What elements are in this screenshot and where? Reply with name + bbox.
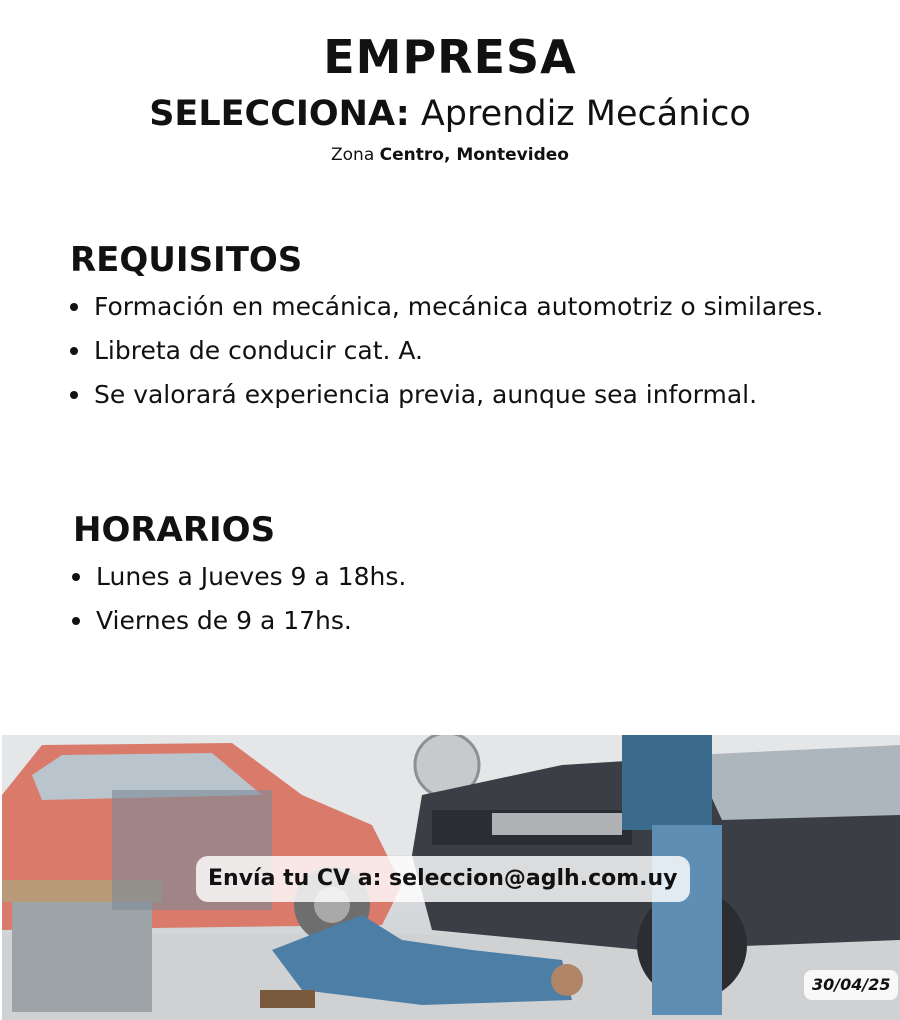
selection-headline: [0, 94, 900, 134]
list-item-text: Libreta de conducir cat. A.: [94, 336, 424, 365]
list-item: [70, 373, 850, 417]
job-position: Aprendiz Mecánico: [420, 94, 751, 134]
list-item: [72, 599, 832, 643]
list-item-text: Formación en mecánica, mecánica automotriz o similares.: [94, 292, 824, 321]
list-item-text: Viernes de 9 a 17hs.: [96, 606, 352, 635]
company-title: EMPRESA: [323, 30, 577, 84]
selecciona-label: SELECCIONA:: [149, 94, 410, 134]
requisitos-list: [70, 285, 850, 417]
list-item: [70, 285, 850, 329]
horarios-heading: HORARIOS: [73, 510, 276, 550]
list-item: [72, 555, 832, 599]
date-badge: 30/04/25: [804, 970, 898, 1000]
bullet-icon: [72, 617, 80, 625]
bullet-icon: [70, 391, 78, 399]
bullet-icon: [70, 303, 78, 311]
list-item: [70, 329, 850, 373]
horarios-list: [72, 555, 832, 643]
send-cv-banner: Envía tu CV a: seleccion@aglh.com.uy: [196, 856, 690, 902]
list-item-text: Lunes a Jueves 9 a 18hs.: [96, 562, 407, 591]
bullet-icon: [72, 573, 80, 581]
requisitos-heading: REQUISITOS: [70, 240, 303, 280]
zone-line: [0, 145, 900, 165]
bullet-icon: [70, 347, 78, 355]
list-item-text: Se valorará experiencia previa, aunque sea informal.: [94, 380, 758, 409]
zone-prefix: Zona: [331, 145, 375, 165]
zone-location: Centro, Montevideo: [379, 145, 569, 165]
